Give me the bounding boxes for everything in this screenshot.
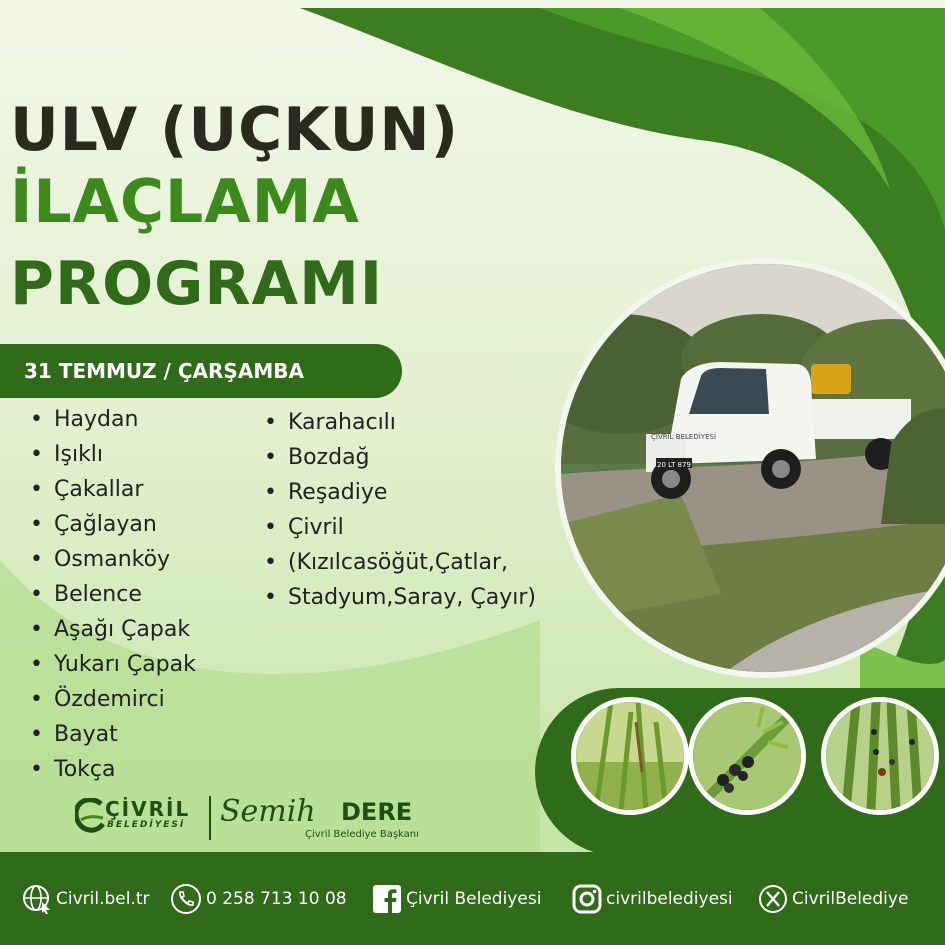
list-item: • Karahacılı [260,405,536,440]
thumbnail-rice-insect [571,697,689,815]
date-banner: 31 TEMMUZ / ÇARŞAMBA [0,344,402,398]
list-item: • Reşadiye [260,475,536,510]
logo-name: ÇİVRİL [105,797,191,821]
title-line-1: ULV (UÇKUN) [10,95,459,165]
list-item: • Osmanköy [26,542,196,577]
x-logo-icon [758,884,788,914]
list-item: • Bayat [26,717,196,752]
footer-facebook[interactable] [372,882,541,916]
municipality-logo-area [75,790,455,845]
phone-text: 0 258 713 10 08 [206,889,347,909]
thumbnail-aphids [688,697,806,815]
instagram-text: civrilbelediyesi [606,889,733,909]
website-text: Civril.bel.tr [56,889,150,909]
list-item: • Özdemirci [26,682,196,717]
instagram-icon [572,884,602,914]
list-item: • Çakallar [26,472,196,507]
list-item: • Belence [26,577,196,612]
village-list-right [260,405,536,615]
list-item: • Stadyum,Saray, Çayır) [260,580,536,615]
footer-website[interactable] [22,882,150,916]
list-item: • Çivril [260,510,536,545]
x-text: CivrilBelediye [792,889,909,909]
footer [0,852,945,945]
footer-x[interactable] [758,882,908,916]
door-text: ÇİVRİL BELEDİYESİ [651,433,717,441]
footer-phone[interactable] [170,882,347,916]
village-list-left [26,402,196,787]
list-item: • Işıklı [26,437,196,472]
title-line-3: PROGRAMI [10,249,384,319]
signature-script: Semih [220,794,316,829]
list-item: • Yukarı Çapak [26,647,196,682]
municipality-emblem-icon [75,798,105,834]
list-item: • Çağlayan [26,507,196,542]
globe-icon [22,884,52,914]
signature-name: DERE [341,798,413,826]
list-item: • Tokça [26,752,196,787]
list-item: • (Kızılcasöğüt,Çatlar, [260,545,536,580]
logo-divider [209,796,211,840]
thumbnail-stem-pests [821,697,939,815]
signature-role: Çivril Belediye Başkanı [305,829,419,840]
title-line-2: İLAÇLAMA [10,167,360,237]
facebook-icon [372,884,402,914]
list-item: • Bozdağ [260,440,536,475]
list-item: • Haydan [26,402,196,437]
logo-subtitle: BELEDİYESİ [107,820,186,830]
facebook-text: Çivril Belediyesi [406,889,542,909]
license-plate: 20 LT 879 [657,461,691,469]
list-item: • Aşağı Çapak [26,612,196,647]
phone-icon [170,883,202,915]
footer-instagram[interactable] [572,882,733,916]
